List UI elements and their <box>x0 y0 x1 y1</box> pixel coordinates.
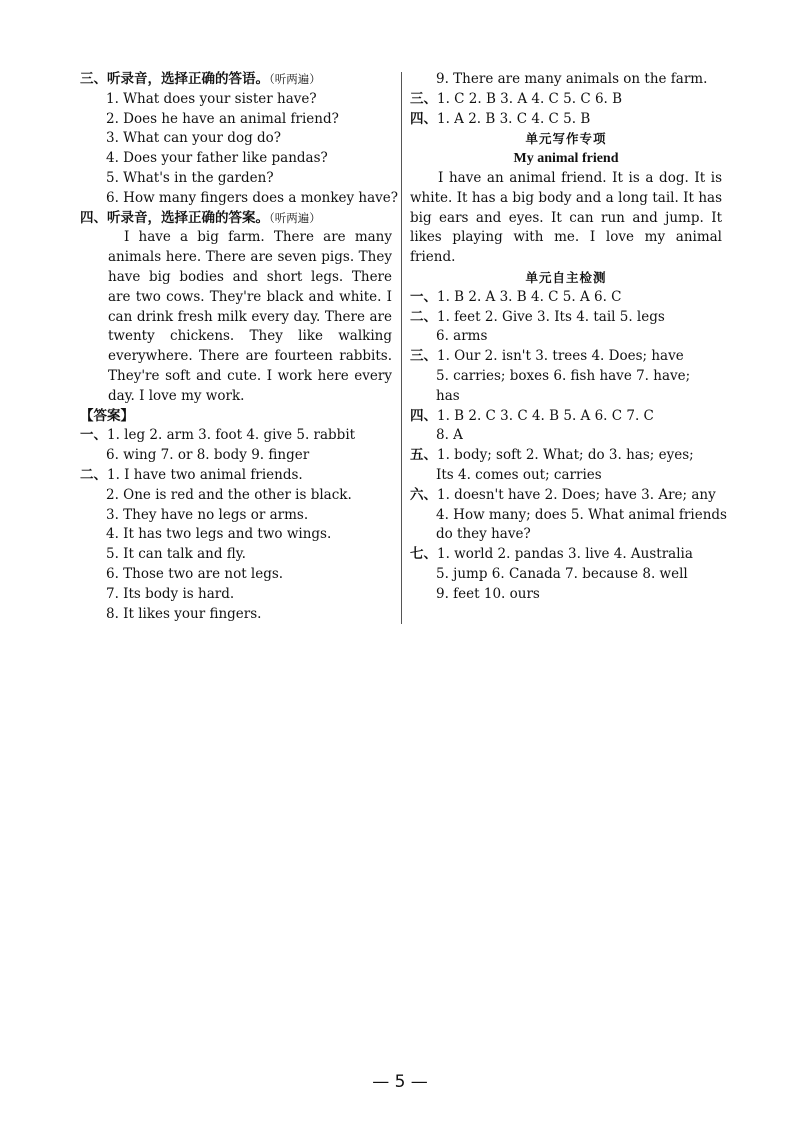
answer-line: 6. wing 7. or 8. body 9. finger <box>106 447 310 464</box>
question-line: 1. What does your sister have? <box>106 90 317 107</box>
answer-line: 5. carries; boxes 6. fish have 7. have; <box>436 367 691 384</box>
answer-line: 7. Its body is hard. <box>106 585 235 602</box>
answer-line: 3. They have no legs or arms. <box>106 506 309 523</box>
question-line: 2. Does he have an animal friend? <box>106 110 339 127</box>
answer-line: 5. jump 6. Canada 7. because 8. well <box>436 565 688 582</box>
answer-line: 四、1. B 2. C 3. C 4. B 5. A 6. C 7. C <box>410 407 654 424</box>
question-line: 3. What can your dog do? <box>106 130 282 147</box>
right-column <box>410 70 727 605</box>
essay-title: My animal friend <box>513 151 619 167</box>
listening-passage: I have a big farm. There are many animals here. There are seven pigs. They have big bodies and short legs. There are two cows. They're black and white. I can drink fresh milk every day. There are twenty chickens. They like walking everywhere. There are fourteen rabbits. They're soft and cute. I work here every day. I love my work. <box>108 229 392 404</box>
column-divider <box>401 72 402 624</box>
answer-line: 七、1. world 2. pandas 3. live 4. Australia <box>410 546 693 563</box>
answer-line: do they have? <box>436 526 531 543</box>
answer-line: 5. It can talk and fly. <box>106 546 246 563</box>
answer-line: Its 4. comes out; carries <box>436 466 602 483</box>
left-column <box>80 70 399 624</box>
answer-line: 4. It has two legs and two wings. <box>106 526 332 543</box>
answer-line: 2. One is red and the other is black. <box>106 486 352 503</box>
section-heading: 四、听录音，选择正确的答案。（听两遍） <box>80 209 321 226</box>
writing-section-title: 单元写作专项 <box>525 131 607 147</box>
answer-line: 6. Those two are not legs. <box>106 565 284 582</box>
answer-line: 六、1. doesn't have 2. Does; have 3. Are; any <box>410 486 716 503</box>
answer-line: 二、1. I have two animal friends. <box>80 466 303 483</box>
answer-line: 4. How many; does 5. What animal friends <box>436 506 727 523</box>
page-number: — 5 — <box>372 1072 428 1092</box>
answers-heading: 【答案】 <box>80 407 134 424</box>
answer-line: 二、1. feet 2. Give 3. Its 4. tail 5. legs <box>410 308 665 325</box>
question-line: 6. How many fingers does a monkey have? <box>106 189 399 206</box>
essay-text: I have an animal friend. It is a dog. It is white. It has a big body and a long tail. It has big ears and eyes. It can run and jump. It likes playing with me. I love my animal friend. <box>410 169 722 266</box>
question-line: 4. Does your father like pandas? <box>106 150 328 167</box>
section-heading: 三、听录音，选择正确的答语。（听两遍） <box>80 71 321 87</box>
answer-line: 一、1. leg 2. arm 3. foot 4. give 5. rabbit <box>80 427 356 444</box>
answer-line: 四、1. A 2. B 3. C 4. C 5. B <box>410 110 591 127</box>
answer-line: 6. arms <box>436 328 488 345</box>
answer-line: has <box>436 387 460 404</box>
answer-line: 五、1. body; soft 2. What; do 3. has; eyes; <box>410 447 694 464</box>
test-section-title: 单元自主检测 <box>525 269 607 285</box>
answer-line: 三、1. Our 2. isn't 3. trees 4. Does; have <box>410 348 684 365</box>
answer-line: 8. A <box>436 427 463 444</box>
question-line: 5. What's in the garden? <box>106 169 274 186</box>
answer-line: 9. feet 10. ours <box>436 585 540 602</box>
answer-line: 一、1. B 2. A 3. B 4. C 5. A 6. C <box>410 288 622 305</box>
answer-line: 9. There are many animals on the farm. <box>436 71 708 87</box>
answer-line: 8. It likes your fingers. <box>106 605 262 622</box>
answer-line: 三、1. C 2. B 3. A 4. C 5. C 6. B <box>410 90 623 107</box>
